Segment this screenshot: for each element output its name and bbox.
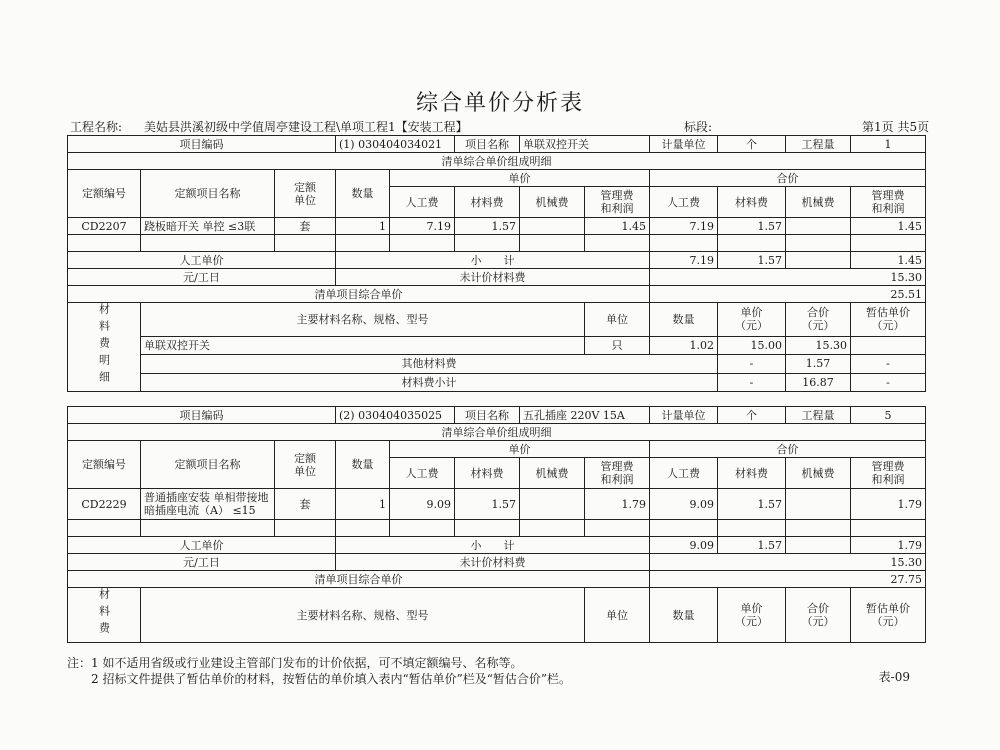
table-row [68, 355, 926, 373]
mat-subtotal-total: 16.87 [786, 373, 851, 391]
material-unit: 1.57 [455, 489, 520, 520]
material-unit: 1.57 [455, 218, 520, 235]
item-code-value: (1) 030404034021 [336, 136, 455, 153]
composition-header: 清单综合单价组成明细 [68, 424, 926, 441]
subtotal-material: 1.57 [718, 252, 786, 269]
item-code-label: 项目编码 [68, 407, 336, 424]
other-material-label: 其他材料费 [141, 355, 718, 373]
machine-unit [520, 489, 585, 520]
labor-unit: 7.19 [390, 218, 455, 235]
mat-subtotal-price: - [718, 373, 786, 391]
note-1 [67, 654, 522, 671]
item-code-value: (2) 030404035025 [336, 407, 455, 424]
table-row [68, 269, 926, 286]
item-composite-value: 27.75 [650, 571, 926, 588]
quota-name-header: 定额项目名称 [141, 170, 275, 218]
unpriced-material-label: 未计价材料费 [336, 269, 650, 286]
labor-header: 人工费 [390, 458, 455, 489]
mat-name-spec-header: 主要材料名称、规格、型号 [141, 303, 585, 337]
other-mat-est-price: - [851, 355, 926, 373]
mat-total-price-header: 合价 （元） [786, 588, 851, 643]
labor-header: 人工费 [650, 187, 718, 218]
material-header: 材料费 [455, 187, 520, 218]
est-unit-price-header: 暂估单价 （元） [851, 588, 926, 643]
item-code-label: 项目编码 [68, 136, 336, 153]
unit-price-header: 单价 [390, 441, 650, 458]
table-row [68, 520, 926, 537]
table-row [68, 170, 926, 187]
project-label: 工程名称: [70, 120, 123, 134]
table-row [68, 153, 926, 170]
mat-unit-header: 单位 [585, 303, 650, 337]
labor-unit: 9.09 [390, 489, 455, 520]
item-name-value: 五孔插座 220V 15A [520, 407, 650, 424]
item-composite-value: 25.51 [650, 286, 926, 303]
machine-header: 机械费 [786, 458, 851, 489]
unpriced-material-value: 15.30 [650, 269, 926, 286]
item-name-label: 项目名称 [455, 407, 520, 424]
mgmt-header: 管理费 和利润 [851, 458, 926, 489]
quota-unit-header: 定额 单位 [275, 170, 336, 218]
quota-unit: 套 [275, 489, 336, 520]
mat-unit-price-header: 单价 （元） [718, 588, 786, 643]
table-row [68, 554, 926, 571]
unpriced-material-label: 未计价材料费 [336, 554, 650, 571]
composition-header: 清单综合单价组成明细 [68, 153, 926, 170]
machine-header: 机械费 [520, 187, 585, 218]
mgmt-total: 1.45 [851, 218, 926, 235]
mat-qty-header: 数量 [650, 588, 718, 643]
item-composite-label: 清单项目综合单价 [68, 571, 650, 588]
yuan-per-day-label: 元/工日 [68, 554, 336, 571]
table-row [68, 441, 926, 458]
material-header: 材料费 [718, 187, 786, 218]
qty-header: 数量 [336, 170, 390, 218]
unit-measure-label: 计量单位 [650, 407, 718, 424]
labor-unit-price-label: 人工单价 [68, 537, 336, 554]
mat-total-price-header: 合价 （元） [786, 303, 851, 337]
mat-qty-header: 数量 [650, 303, 718, 337]
mat-unit: 只 [585, 336, 650, 354]
page-title: 综合单价分析表 [415, 91, 584, 116]
table-row [68, 588, 926, 643]
quota-name-header: 定额项目名称 [141, 441, 275, 489]
material-total: 1.57 [718, 218, 786, 235]
subtotal-machine [786, 252, 851, 269]
note-2: 2 招标文件提供了暂估单价的材料，按暂估的单价填入表内“暂估单价”栏及“暂估合价”栏。 [91, 672, 571, 686]
machine-total [786, 218, 851, 235]
machine-unit [520, 218, 585, 235]
table-row [68, 303, 926, 337]
mat-unit-price-header: 单价 （元） [718, 303, 786, 337]
table-row [68, 489, 926, 520]
analysis-table-2 [67, 406, 926, 643]
mgmt-header: 管理费 和利润 [851, 187, 926, 218]
mgmt-total: 1.79 [851, 489, 926, 520]
analysis-table-1 [67, 135, 926, 392]
unit-measure-value: 个 [718, 407, 786, 424]
quota-unit-header: 定额 单位 [275, 441, 336, 489]
quota-code-header: 定额编号 [68, 441, 141, 489]
mat-subtotal-est-price: - [851, 373, 926, 391]
item-name-value: 单联双控开关 [520, 136, 650, 153]
total-price-header: 合价 [650, 170, 926, 187]
quota-qty: 1 [336, 489, 390, 520]
table-row [68, 286, 926, 303]
material-header: 材料费 [455, 458, 520, 489]
quantity-value: 1 [851, 136, 926, 153]
subtotal-labor: 7.19 [650, 252, 718, 269]
mat-name: 单联双控开关 [141, 336, 585, 354]
machine-header: 机械费 [520, 458, 585, 489]
mgmt-header: 管理费 和利润 [585, 458, 650, 489]
quota-name: 跷板暗开关 单控 ≤3联 [141, 218, 275, 235]
subtotal-label: 小 计 [336, 537, 650, 554]
mgmt-unit: 1.79 [585, 489, 650, 520]
unit-measure-label: 计量单位 [650, 136, 718, 153]
mat-price: 15.00 [718, 336, 786, 354]
quota-name: 普通插座安装 单相带接地暗插座电流（A） ≤15 [141, 489, 275, 520]
quota-unit: 套 [275, 218, 336, 235]
note-1-text: 1 如不适用省级或行业建设主管部门发布的计价依据，可不填定额编号、名称等。 [91, 656, 523, 670]
unit-measure-value: 个 [718, 136, 786, 153]
quota-code: CD2207 [68, 218, 141, 235]
form-code: 表-09 [878, 670, 910, 684]
mgmt-header: 管理费 和利润 [585, 187, 650, 218]
subtotal-label: 小 计 [336, 252, 650, 269]
quantity-label: 工程量 [786, 136, 851, 153]
quota-code: CD2229 [68, 489, 141, 520]
item-composite-label: 清单项目综合单价 [68, 286, 650, 303]
unit-price-header: 单价 [390, 170, 650, 187]
subtotal-mgmt: 1.45 [851, 252, 926, 269]
note-prefix: 注： [67, 656, 92, 670]
mat-total: 15.30 [786, 336, 851, 354]
table-row [68, 218, 926, 235]
table-row [68, 424, 926, 441]
project-name: 美姑县洪溪初级中学值周亭建设工程\单项工程1【安装工程】 [144, 120, 468, 134]
quantity-label: 工程量 [786, 407, 851, 424]
table-row [68, 373, 926, 391]
machine-header: 机械费 [786, 187, 851, 218]
subtotal-machine [786, 537, 851, 554]
page-info: 第1页 共5页 [862, 120, 930, 134]
table-row [68, 571, 926, 588]
material-total: 1.57 [718, 489, 786, 520]
labor-total: 7.19 [650, 218, 718, 235]
other-mat-price: - [718, 355, 786, 373]
mat-est-price [851, 336, 926, 354]
mgmt-unit: 1.45 [585, 218, 650, 235]
yuan-per-day-label: 元/工日 [68, 269, 336, 286]
subtotal-labor: 9.09 [650, 537, 718, 554]
table-row [68, 407, 926, 424]
quantity-value: 5 [851, 407, 926, 424]
item-name-label: 项目名称 [455, 136, 520, 153]
mat-short-label: 材料费 [68, 588, 141, 643]
mat-unit-header: 单位 [585, 588, 650, 643]
est-unit-price-header: 暂估单价 （元） [851, 303, 926, 337]
section-label: 标段: [684, 120, 713, 134]
subtotal-material: 1.57 [718, 537, 786, 554]
mat-detail-label: 材料费明细 [68, 303, 141, 392]
unpriced-material-value: 15.30 [650, 554, 926, 571]
mat-name-spec-header: 主要材料名称、规格、型号 [141, 588, 585, 643]
quota-code-header: 定额编号 [68, 170, 141, 218]
table-row [68, 537, 926, 554]
other-mat-total: 1.57 [786, 355, 851, 373]
labor-header: 人工费 [390, 187, 455, 218]
subtotal-mgmt: 1.79 [851, 537, 926, 554]
total-price-header: 合价 [650, 441, 926, 458]
table-row [68, 252, 926, 269]
machine-total [786, 489, 851, 520]
material-subtotal-label: 材料费小计 [141, 373, 718, 391]
table-row [68, 336, 926, 354]
material-header: 材料费 [718, 458, 786, 489]
labor-total: 9.09 [650, 489, 718, 520]
table-row [68, 136, 926, 153]
mat-qty: 1.02 [650, 336, 718, 354]
table-row [68, 235, 926, 252]
labor-header: 人工费 [650, 458, 718, 489]
quota-qty: 1 [336, 218, 390, 235]
labor-unit-price-label: 人工单价 [68, 252, 336, 269]
qty-header: 数量 [336, 441, 390, 489]
